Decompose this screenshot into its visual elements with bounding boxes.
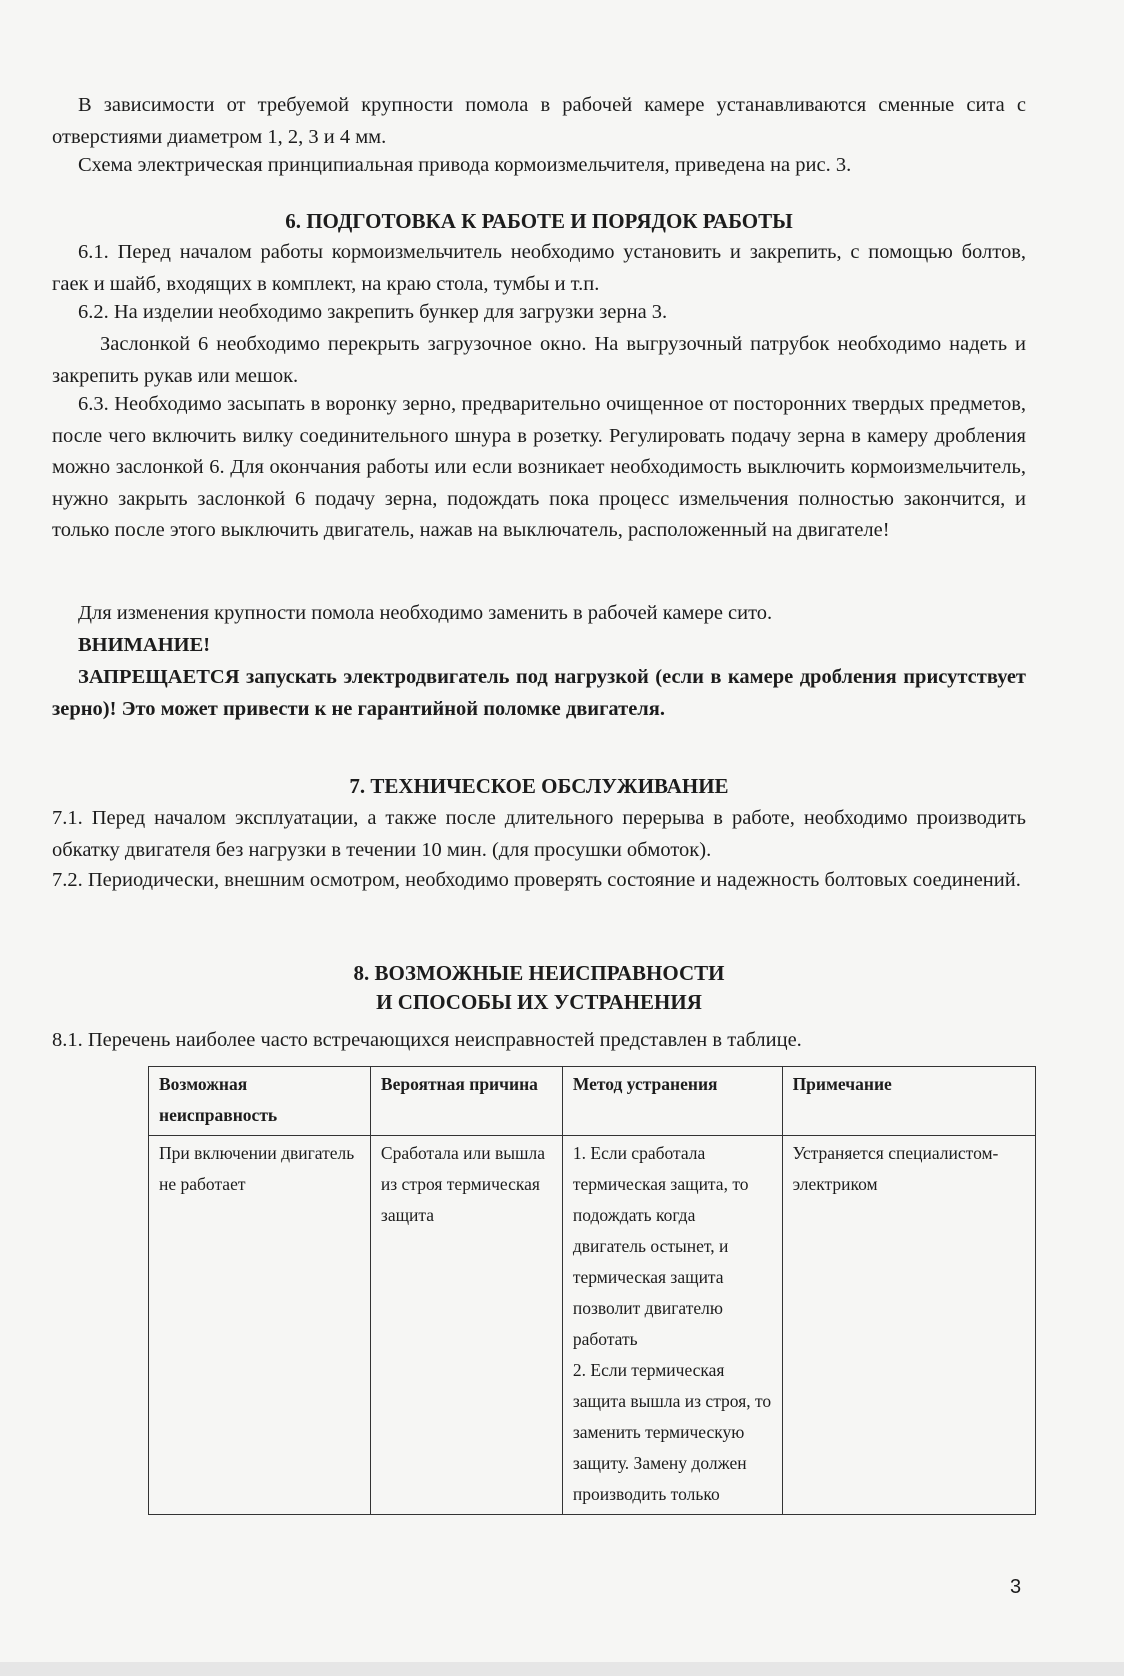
method-step-2: 2. Если термическая защита вышла из строя, то заменить термическую защиту. Замену должен производить только [572,1360,772,1504]
paragraph-6-2: 6.2. На изделии необходимо закрепить бункер для загрузки зерна 3. [78,301,668,323]
paragraph-sieve-change: Для изменения крупности помола необходимо заменить в рабочей камере сито. [78,602,773,624]
section-8-title-line2: И СПОСОБЫ ИХ УСТРАНЕНИЯ [376,990,702,1014]
table-header-row [149,1067,1036,1136]
cell-fault: При включении двигатель не работает [149,1136,371,1515]
cell-method [562,1136,782,1515]
paragraph-7-1: 7.1. Перед началом эксплуатации, а также после длительного перерыва в работе, необходимо производить обкатку двигателя без нагрузки в течении 10 мин. (для просушки обмоток). [52,807,1026,861]
warning-text: ЗАПРЕЩАЕТСЯ запускать электродвигатель под нагрузкой (если в камере дробления присутствует зерно)! Это может привести к не гарантийной поломке двигателя. [52,666,1026,720]
method-step-1: 1. Если сработала термическая защита, то подождать когда двигатель остынет, и термическая защита позволит двигателю работать [572,1143,749,1349]
faults-table [148,1066,1036,1515]
section-7-title: 7. ТЕХНИЧЕСКОЕ ОБСЛУЖИВАНИЕ [349,774,729,798]
paragraph-6-3: 6.3. Необходимо засыпать в воронку зерно, предварительно очищенное от посторонних твердых предметов, после чего включить вилку соединительного шнура в розетку. Регулировать подачу зерна в камеру дробления можно заслонкой 6. Для окончания работы или если возникает необходимость выключить кормоизмельчитель, нужно закрыть заслонкой 6 подачу зерна, подождать пока процесс измельчения полностью закончится, и только после этого выключить двигатель, нажав на выключатель, расположенный на двигателе! [52,393,1026,541]
attention-label: ВНИМАНИЕ! [78,634,211,656]
intro-paragraph-scheme: Схема электрическая принципиальная привода кормоизмельчителя, приведена на рис. 3. [78,154,852,176]
scan-bottom-edge [0,1662,1124,1676]
cell-note: Устраняется специалистом-электриком [782,1136,1035,1515]
section-8-title-line1: 8. ВОЗМОЖНЫЕ НЕИСПРАВНОСТИ [353,961,725,985]
header-fault: Возможная неисправность [149,1067,371,1136]
paragraph-6-2-shutter: Заслонкой 6 необходимо перекрыть загрузочное окно. На выгрузочный патрубок необходимо надеть и закрепить рукав или мешок. [52,333,1026,387]
paragraph-6-1: 6.1. Перед началом работы кормоизмельчитель необходимо установить и закрепить, с помощью болтов, гаек и шайб, входящих в комплект, на краю стола, тумбы и т.п. [52,241,1026,295]
header-method: Метод устранения [562,1067,782,1136]
header-cause: Вероятная причина [370,1067,562,1136]
cell-cause: Сработала или вышла из строя термическая защита [370,1136,562,1515]
header-note: Примечание [782,1067,1035,1136]
table-row [149,1136,1036,1515]
page-number: 3 [1010,1576,1022,1598]
paragraph-7-2: 7.2. Периодически, внешним осмотром, необходимо проверять состояние и надежность болтовых соединений. [52,869,1021,891]
section-6-title: 6. ПОДГОТОВКА К РАБОТЕ И ПОРЯДОК РАБОТЫ [285,209,793,233]
intro-paragraph-sieves: В зависимости от требуемой крупности помола в рабочей камере устанавливаются сменные сита с отверстиями диаметром 1, 2, 3 и 4 мм. [52,94,1026,148]
paragraph-8-1: 8.1. Перечень наиболее часто встречающихся неисправностей представлен в таблице. [52,1029,802,1051]
